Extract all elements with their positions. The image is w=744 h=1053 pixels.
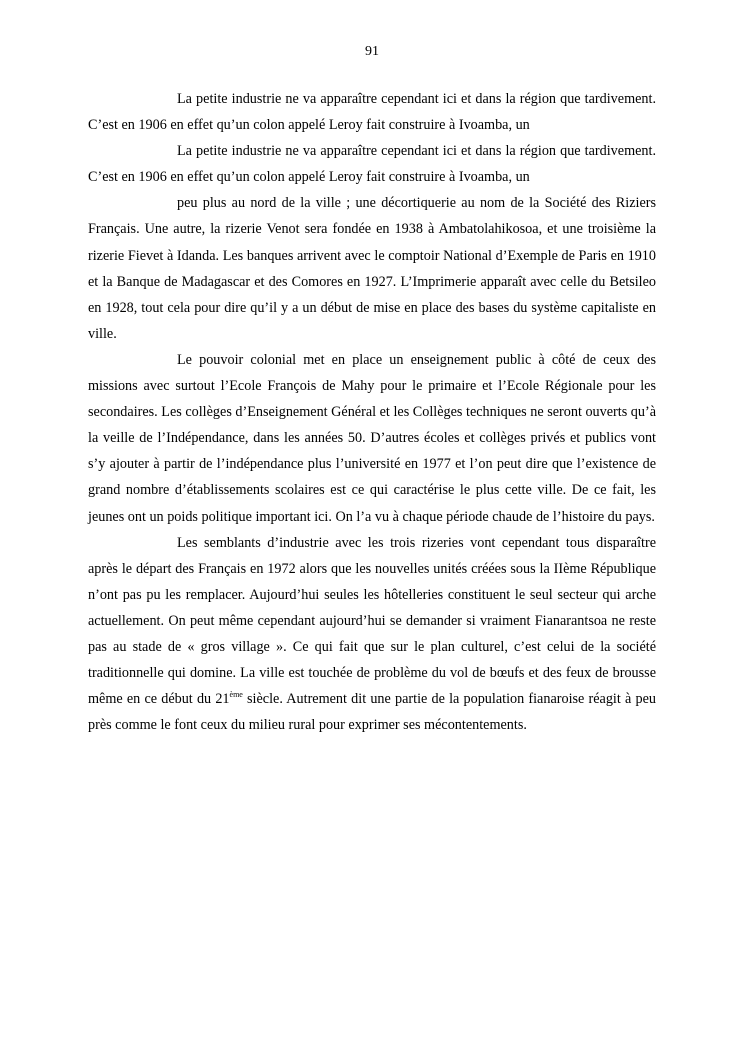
paragraph-rizeries-banks: peu plus au nord de la ville ; une décortiquerie au nom de la Société des Riziers Français. Une autre, la rizerie Venot sera fondée en 1938 à Ambatolahikosoa, et une troisième la rizerie Fievet à Idanda. Les banques arrivent avec le comptoir National d’Exemple de Paris en 1910 et la Banque de Madagascar et des Comores en 1927. L’Imprimerie apparaît avec celle du Betsileo en 1928, tout cela pour dire qu’il y a un début de mise en place des bases du système capitaliste en ville. xyxy=(88,195,656,342)
paragraph-education: Le pouvoir colonial met en place un enseignement public à côté de ceux des missions avec surtout l’Ecole François de Mahy pour le primaire et l’Ecole Régionale pour les secondaires. Les collèges d’Enseignement Général et les Collèges techniques ne seront ouverts qu’à la veille de l’Indépendance, dans les années 50. D’autres écoles et collèges privés et publics vont s’y ajouter à partir de l’indépendance plus l’université en 1977 et l’on peut dire que l’existence de grand nombre d’établissements scolaires est ce qui caractérise le plus cette ville. De ce fait, les jeunes ont un poids politique important ici. On l’a vu à chaque période chaude de l’histoire du pays. xyxy=(88,351,656,525)
paragraph-industry-intro: La petite industrie ne va apparaître cependant ici et dans la région que tardivement. C’est en 1906 en effet qu’un colon appelé Leroy fait construire à Ivoamba, un xyxy=(88,91,656,134)
page-number: 91 xyxy=(365,44,379,59)
paragraph-decline-text-before: Les semblants d’industrie avec les trois rizeries vont cependant tous disparaître après le départ des Français en 1972 alors que les nouvelles unités créées sous la IIème République n’ont pas pu les remplacer. Aujourd’hui seules les hôtelleries constituent le seul secteur qui arche actuellement. On peut même cependant aujourd’hui se demander si vraiment Fianarantsoa ne reste pas au stade de « gros village ». Ce qui fait que sur le plan culturel, c’est celui de la société traditionnelle qui domine. La ville est touchée de problème du vol de bœufs et des feux de brousse même en ce début du 21 xyxy=(88,534,656,708)
body-text xyxy=(88,86,656,738)
paragraph-decline xyxy=(88,530,656,739)
paragraph-industry-intro-repeat: La petite industrie ne va apparaître cependant ici et dans la région que tardivement. C’est en 1906 en effet qu’un colon appelé Leroy fait construire à Ivoamba, un xyxy=(88,143,656,186)
paragraph-decline-text-after: siècle. Autrement dit une partie de la population fianaroise réagit à peu près comme le font ceux du milieu rural pour exprimer ses mécontentements. xyxy=(88,691,656,734)
century-superscript: ème xyxy=(229,690,243,700)
